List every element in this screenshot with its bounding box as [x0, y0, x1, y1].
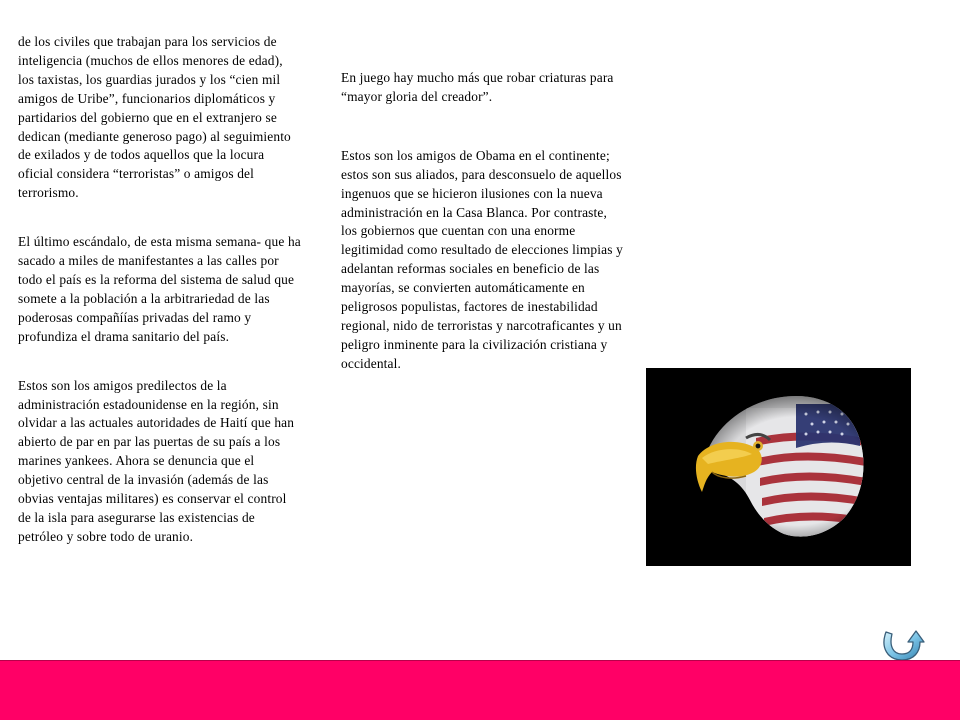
back-arrow-icon: [878, 628, 928, 662]
paragraph: El último escándalo, de esta misma semana- que ha sacado a miles de manifestantes a las calles por todo el país es la reforma del sistema de salud que somete a la población a la arbitrariedad de las poderosas compañíías privadas del ramo y profundiza el drama sanitario del país.: [18, 234, 301, 344]
eagle-flag-image: [646, 368, 911, 566]
paragraph: Estos son los amigos predilectos de la administración estadounidense en la región, sin olvidar a las actuales autoridades de Haití que han abierto de par en par las puertas de su país a los marines yankees. Ahora se denuncia que el objetivo central de la invasión (además de las obvias ventajas militares) es conservar el control de la isla para asegurarse las existencias de petróleo y sobre todo de uranio.: [18, 377, 295, 544]
left-text-column: [18, 33, 302, 547]
eagle-icon: [646, 368, 911, 566]
right-text-column: [341, 69, 623, 374]
paragraph: En juego hay mucho más que robar criaturas para “mayor gloria del creador”.: [341, 70, 614, 104]
paragraph: de los civiles que trabajan para los servicios de inteligencia (muchos de ellos menores de edad), los taxistas, los guardias jurados y los “cien mil amigos de Uribe”, funcionarios diplomáticos y partidarios del gobierno que en el extranjero se dedican (mediante generoso pago) al seguimiento de exilados y de todos aquellos que la locura oficial considera “terroristas” o amigos del terrorismo.: [18, 34, 291, 201]
paragraph: Estos son los amigos de Obama en el continente; estos son sus aliados, para desconsuelo de aquellos ingenuos que se hicieron ilusiones con la nueva administración en la Casa Blanca. Por contraste, los gobiernos que cuentan con una enorme legitimidad como resultado de elecciones limpias y adelantan reformas sociales en beneficio de las mayorías, se convierten automáticamente en peligrosos populistas, factores de inestabilidad regional, nido de terroristas y narcotraficantes y un peligro inminente para la civilización cristiana y occidental.: [341, 147, 623, 371]
footer-bar: [0, 660, 960, 720]
back-arrow-button[interactable]: [878, 628, 928, 662]
